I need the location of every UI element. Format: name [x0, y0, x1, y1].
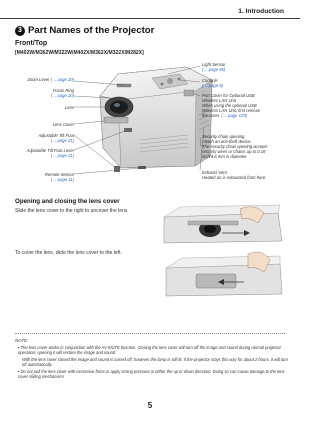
lens-cover-close-text: To cover the lens, slide the lens cover to the left.: [15, 250, 122, 256]
section-number: 3: [15, 26, 25, 36]
callout-controls: Controls (→ page 8): [202, 78, 223, 88]
lens-cover-heading: Opening and closing the lens cover: [15, 198, 120, 205]
section-subtitle: Front/Top: [15, 40, 48, 47]
callout-lens-cover: Lens Cover: [52, 122, 74, 127]
note-divider: [15, 333, 285, 334]
page-number: 5: [147, 401, 153, 410]
note-item: • The lens cover works in conjunction with the AV-MUTE function. Closing the lens cover will turn off the image and sound during normal projector operation; opening it will restore the image and sound.: [18, 345, 282, 356]
callout-focus-ring: Focus Ring (→ page 20): [50, 88, 74, 98]
lens-cover-close-illustration: [160, 250, 285, 300]
callout-security-chain: Security chain opening Attach an anti-theft device. The security chain opening accepts security wires or chains up to 0.18 inch/4.6 mm in diameter.: [202, 134, 268, 159]
callout-port-cover: Port Cover for Optional USB Wireless LAN Unit When using the optional USB Wireless LAN Unit, first remove the cover. (→ page 129): [202, 93, 261, 118]
callout-remote-sensor: Remote Sensor (→ page 11): [44, 172, 74, 182]
callout-zoom-lever: Zoom Lever (→ page 20): [27, 77, 74, 82]
chapter-heading: 1. Introduction: [238, 8, 284, 15]
callout-tilt-foot-lever: Adjustable Tilt Foot Lever (→ page 21): [26, 148, 74, 158]
note-item: • Do not pull the lens cover with excessive force or apply strong pressure in either the up or down direction. Doing so can cause damage to the lens cover sliding mechanism!: [18, 369, 285, 380]
model-list: [M402W/M362W/M322W/M402X/M362X/M322X/M282X]: [15, 50, 144, 56]
callout-light-sensor: Light Sensor (→ page 85): [202, 62, 226, 72]
section-title-text: Part Names of the Projector: [28, 25, 155, 36]
callout-exhaust-vent: Exhaust Vent Heated air is exhausted from here.: [202, 170, 267, 180]
lens-cover-open-illustration: [160, 203, 285, 247]
callout-tilt-foot: Adjustable Tilt Foot (→ page 21): [38, 133, 74, 143]
callout-lens: Lens: [64, 105, 74, 110]
lens-cover-open-text: Slide the lens cover to the right to uncover the lens.: [15, 208, 129, 214]
note-item: With the lens cover closed the image and sound is turned off, however the lamp is still lit. If the projector stays this way for about 2 hours, it will turn off automatically.: [22, 357, 288, 368]
note-heading: NOTE:: [15, 338, 29, 343]
